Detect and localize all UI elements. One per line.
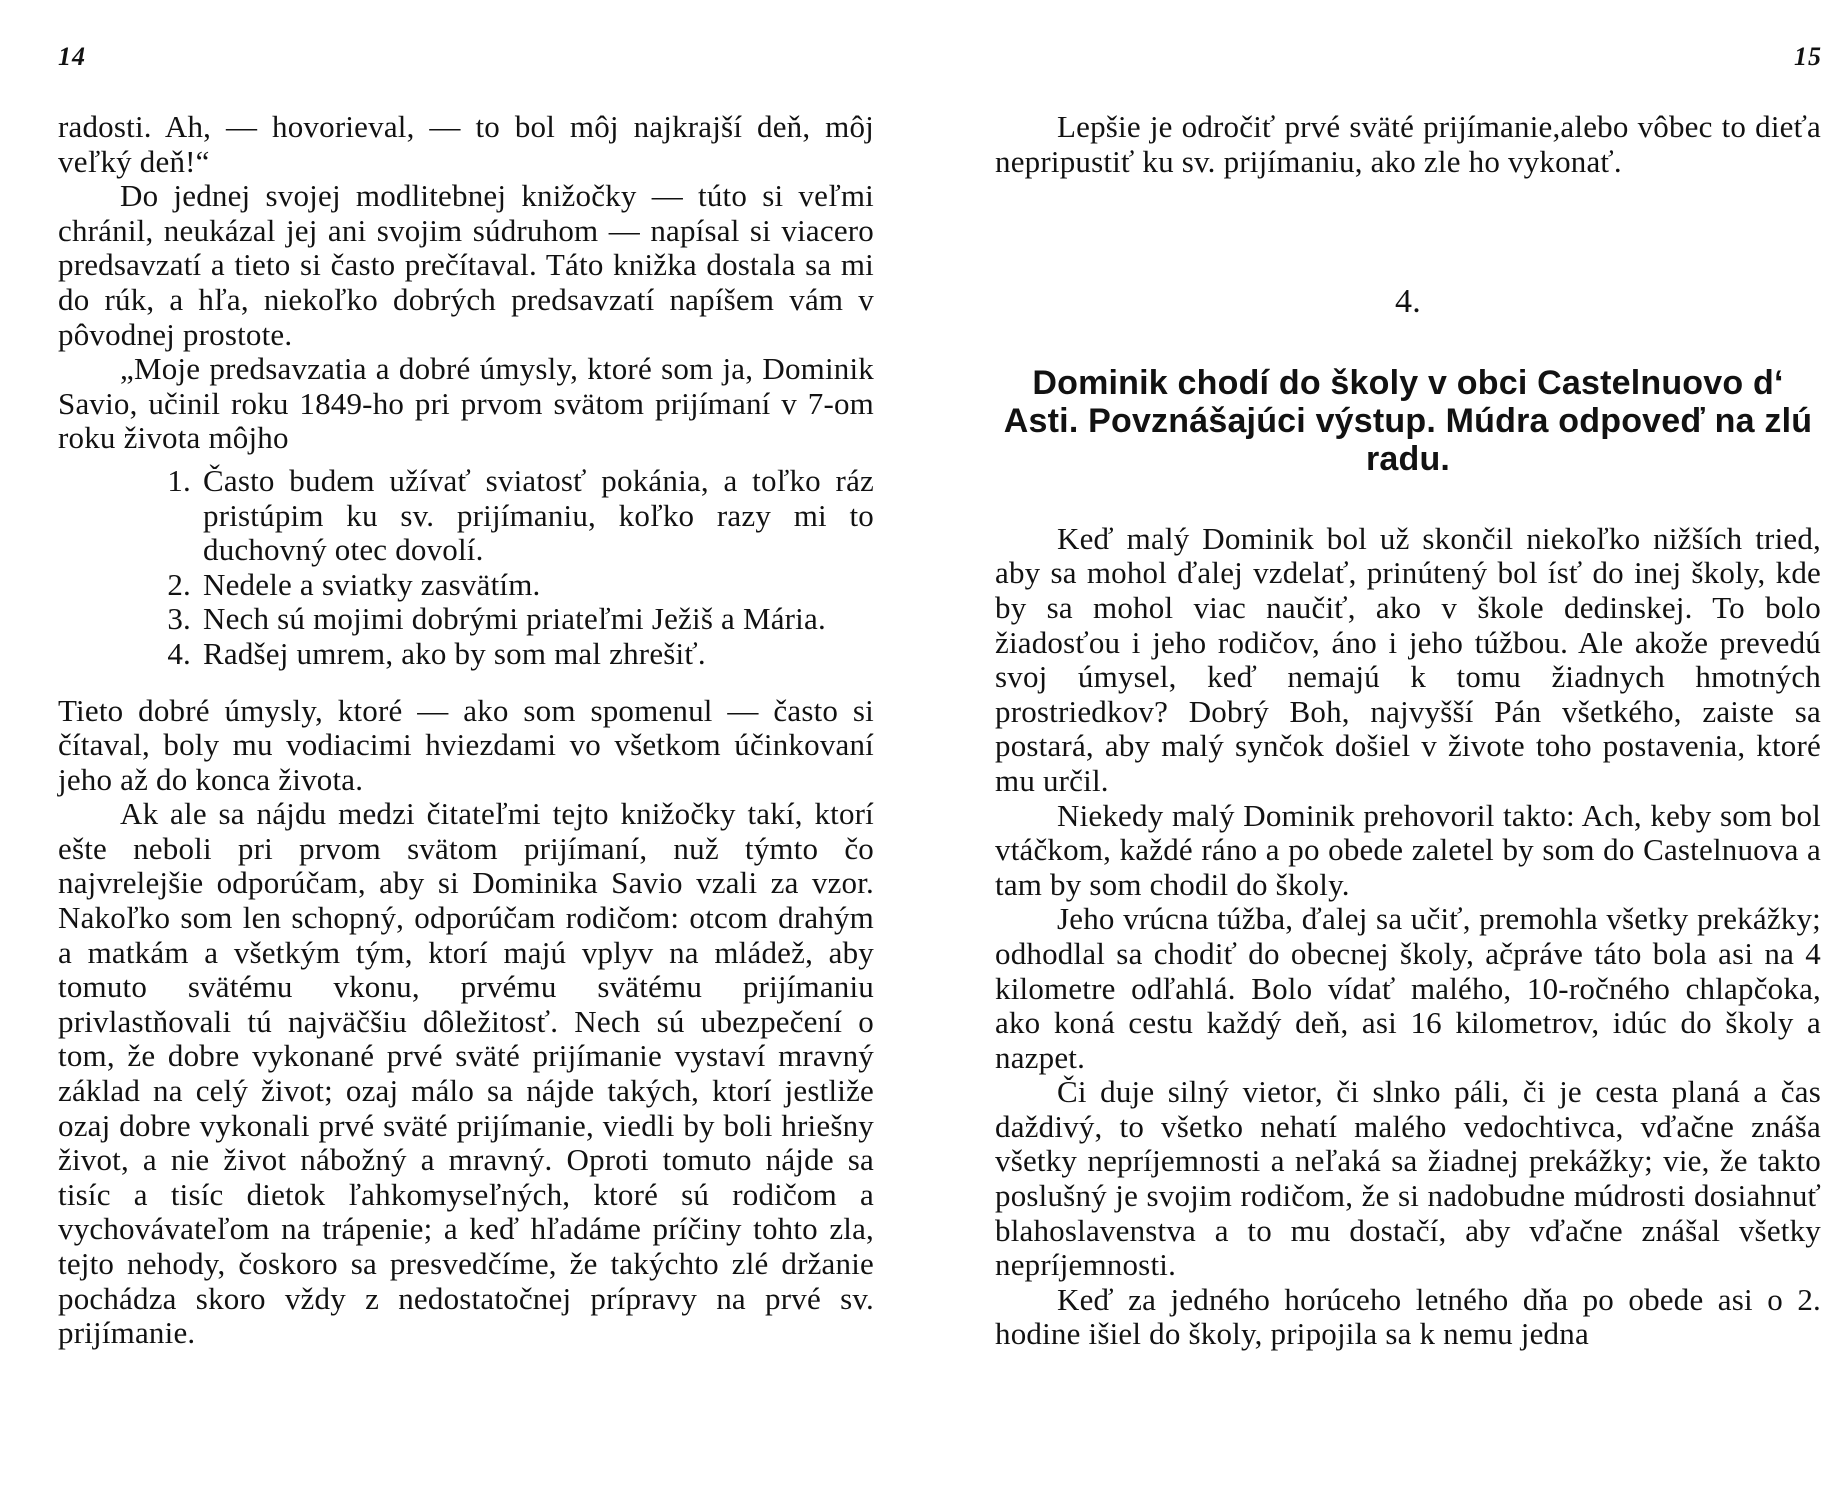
list-item-text: Radšej umrem, ako by som mal zhrešiť. [203, 635, 706, 671]
list-item [167, 566, 874, 603]
paragraph: Ak ale sa nájdu medzi čitateľmi tejto knižočky takí, ktorí ešte neboli pri prvom svätom prijímaní, nuž týmto čo najvrelejšie odporúčam, aby si Dominika Savio vzali za vzor. Nakoľko som len schopný, odporúčam rodičom: otcom drahým a matkám a všetkým tým, ktorí majú vplyv na mládež, aby tomuto svätému vkonu, prvému svätému prijímaniu privlastňovali tú najväčšiu dôležitosť. Nech sú ubezpečení o tom, že dobre vykonané prvé sväté prijímanie vystaví mravný základ na celý život; ozaj málo sa nájde takých, ktorí jestliže ozaj dobre vykonali prvé sväté prijímanie, viedli by boli hriešny život, a nie život nábožný a mravný. Oproti tomuto nájde sa tisíc a tisíc dietok ľahkomyseľných, ktoré sú rodičom a vychovávateľom na trápenie; a keď hľadáme príčiny tohto zla, tejto nehody, čoskoro sa presvedčíme, že takýchto zlé držanie pochádza skoro vždy z nedostatočnej prípravy na prvé sv. prijímanie. [58, 796, 874, 1351]
list-item-number: 1. [167, 462, 191, 498]
list-item [167, 462, 874, 568]
paragraph: Keď malý Dominik bol už skončil niekoľko nižších tried, aby sa mohol ďalej vzdelať, prinútený bol ísť do inej školy, kde by sa mohol viac naučiť, ako v škole dedinskej. To bolo žiadosťou i jeho rodičov, áno i jeho túžbou. Ale akože prevedú svoj úmysel, keď nemajú k tomu žiadnych hmotných prostriedkov? Dobrý Boh, najvyšší Pán všetkého, zaiste sa postará, aby malý synčok došiel v živote toho postavenia, ktoré mu určil. [995, 520, 1821, 798]
page-number-left: 14 [58, 42, 86, 71]
right-page-text [995, 110, 1821, 1352]
chapter-number: 4. [1395, 283, 1421, 321]
paragraph: Lepšie je odročiť prvé sväté prijímanie,alebo vôbec to dieťa nepripustiť ku sv. prijímaniu, ako zle ho vykonať. [995, 109, 1821, 179]
list-item-number: 4. [167, 635, 191, 671]
paragraph: Do jednej svojej modlitebnej knižočky — túto si veľmi chránil, neukázal jej ani svojim súdruhom — napísal si viacero predsavzatí a tieto si často prečítaval. Táto knižka dostala sa mi do rúk, a hľa, niekoľko dobrých predsavzatí napíšem vám v pôvodnej prostote. [58, 178, 874, 352]
chapter-title: Dominik chodí do školy v obci Castelnuovo d‘ Asti. Povznášajúci výstup. Múdra odpoveď na zlú radu. [1003, 363, 1813, 478]
paragraph: Keď za jedného horúceho letného dňa po obede asi o 2. hodine išiel do školy, pripojila sa k nemu jedna [995, 1281, 1821, 1352]
list-item-number: 3. [167, 601, 191, 637]
list-item-text: Nech sú mojimi dobrými priateľmi Ježiš a Mária. [203, 601, 826, 637]
paragraph: „Moje predsavzatia a dobré úmysly, ktoré som ja, Dominik Savio, učinil roku 1849-ho pri prvom svätom prijímaní v 7-om roku života môjho [58, 351, 874, 456]
paragraph: Niekedy malý Dominik prehovoril takto: Ach, keby som bol vtáčkom, každé ráno a po obede zaletel by som do Castelnuova a tam by som chodil do školy. [995, 797, 1821, 902]
paragraph: Tieto dobré úmysly, ktoré — ako som spomenul — často si čítaval, boly mu vodiacimi hviezdami vo všetkom účinkovaní jeho až do konca života. [58, 692, 874, 797]
list-item [167, 601, 874, 637]
paragraph: Či duje silný vietor, či slnko páli, či je cesta planá a čas daždivý, to všetko nehatí malého vedochtivca, vďačne znáša všetky nepríjemnosti a neľaká sa žiadnej prekážky; vie, že takto poslušný je svojim rodičom, že si nadobudne múdrosti dosiahnuť blahoslavenstva a to mu dostačí, aby vďačne znášal všetky nepríjemnosti. [995, 1074, 1821, 1283]
page-number-right: 15 [1794, 42, 1822, 71]
list-item-text: Nedele a sviatky zasvätím. [203, 566, 541, 602]
list-item-text: Často budem užívať sviatosť pokánia, a toľko ráz pristúpim ku sv. prijímaniu, koľko razy mi to duchovný otec dovolí. [203, 462, 874, 568]
resolutions-list [58, 464, 874, 672]
paragraph: radosti. Ah, — hovorieval, — to bol môj najkrajší deň, môj veľký deň!“ [58, 109, 874, 179]
left-page-text [58, 110, 874, 1351]
right-page [923, 0, 1846, 1500]
list-item [167, 635, 874, 672]
paragraph: Jeho vrúcna túžba, ďalej sa učiť, premohla všetky prekážky; odhodlal sa chodiť do obecnej školy, ačpráve táto bola asi na 4 kilometre odľahlá. Bolo vídať malého, 10-ročného chlapčoka, ako koná cestu každý deň, asi 16 kilometrov, idúc do školy a nazpet. [995, 901, 1821, 1075]
list-item-number: 2. [167, 566, 191, 602]
